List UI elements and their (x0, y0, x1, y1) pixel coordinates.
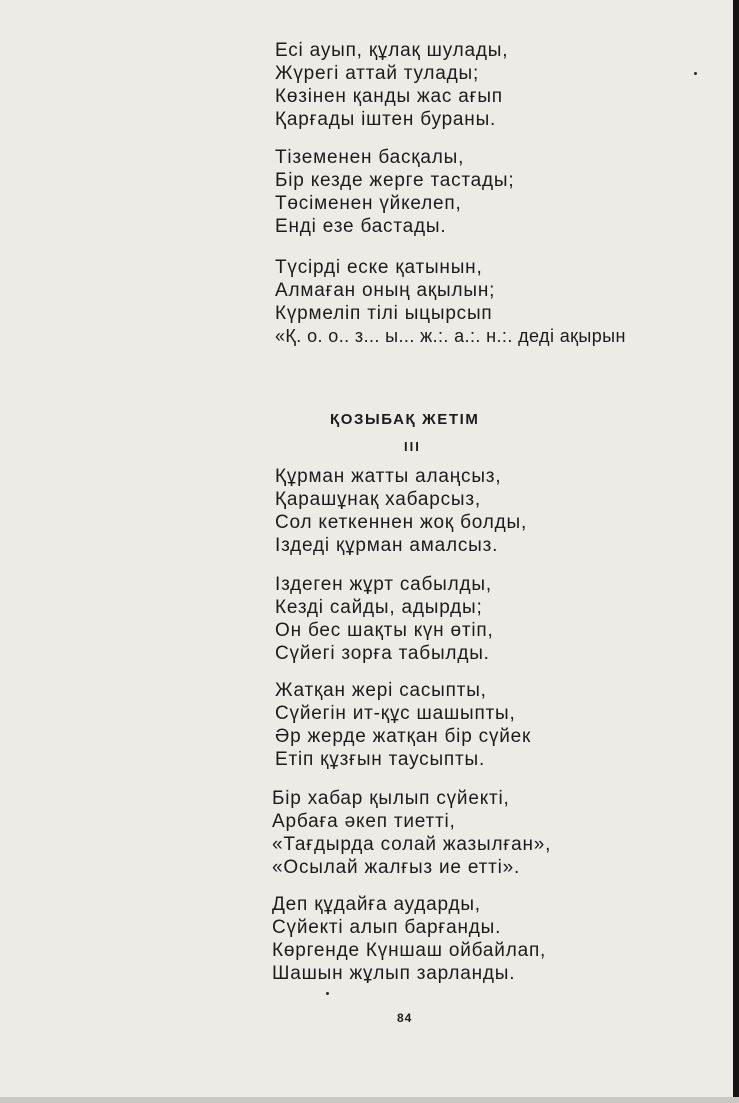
stanza-5 (275, 573, 494, 665)
verse-line: Деп құдайға аударды, (272, 894, 481, 915)
stanza-8 (272, 893, 546, 985)
verse-line: «Осылай жалғыз ие етті». (272, 857, 521, 878)
verse-line: Көзінен қанды жас ағып (275, 86, 503, 107)
verse-line: Енді езе бастады. (275, 216, 447, 237)
verse-line: Жатқан жері сасыпты, (275, 680, 487, 701)
ink-speck (694, 72, 697, 75)
verse-line: Кезді сайды, адырды; (275, 597, 483, 618)
verse-line: Сүйегін ит-құс шашыпты, (275, 703, 516, 724)
verse-line: Бір хабар қылып сүйекті, (272, 788, 510, 809)
page-edge-right (733, 0, 739, 1103)
verse-line: Сүйекті алып барғанды. (272, 917, 502, 938)
stanza-3 (275, 256, 626, 348)
verse-line: Арбаға әкеп тиетті, (272, 811, 456, 832)
verse-line: Тіземенен басқалы, (275, 147, 465, 168)
verse-line: Шашын жұлып зарланды. (272, 963, 516, 984)
stanza-6 (275, 679, 531, 771)
verse-line: Жүрегі аттай тулады; (275, 63, 480, 84)
verse-line: Құрман жатты алаңсыз, (275, 466, 502, 487)
verse-line: Түсірді еске қатынын, (275, 257, 483, 278)
verse-line: Қарғады іштен бураны. (275, 109, 497, 130)
verse-line: Он бес шақты күн өтіп, (275, 620, 494, 641)
verse-line: Сүйегі зорға табылды. (275, 643, 490, 664)
verse-line: Бір кезде жерге тастады; (275, 170, 515, 191)
verse-line: Іздеген жұрт сабылды, (275, 574, 492, 595)
ink-speck (326, 992, 329, 995)
page-number: 84 (397, 1011, 413, 1025)
page-edge-bottom (0, 1097, 739, 1103)
verse-line: Қарашұнақ хабарсыз, (275, 489, 481, 510)
verse-line: Алмаған оның ақылын; (275, 280, 496, 301)
poem-title: ҚОЗЫБАҚ ЖЕТІМ (330, 411, 480, 428)
verse-line: Әр жерде жатқан бір сүйек (275, 726, 532, 747)
verse-line: Іздеді құрман амалсыз. (275, 535, 499, 556)
verse-line: Етіп құзғын таусыпты. (275, 749, 486, 770)
stanza-1 (275, 39, 508, 131)
verse-line: Күрмеліп тілі ыцырсып (275, 303, 493, 324)
stanza-2 (275, 146, 514, 238)
stanza-7 (272, 787, 551, 879)
verse-line: Есі ауып, құлақ шулады, (275, 40, 509, 61)
verse-line: Төсіменен үйкелеп, (275, 193, 462, 214)
verse-line: «Қ. о. о.. з... ы... ж.:. а.:. н.:. деді ақырын (275, 326, 626, 346)
chapter-number: III (404, 439, 421, 454)
verse-line: Көргенде Күншаш ойбайлап, (272, 940, 547, 961)
verse-line: «Тағдырда солай жазылған», (272, 834, 552, 855)
stanza-4 (275, 465, 527, 557)
verse-line: Сол кеткеннен жоқ болды, (275, 512, 528, 533)
